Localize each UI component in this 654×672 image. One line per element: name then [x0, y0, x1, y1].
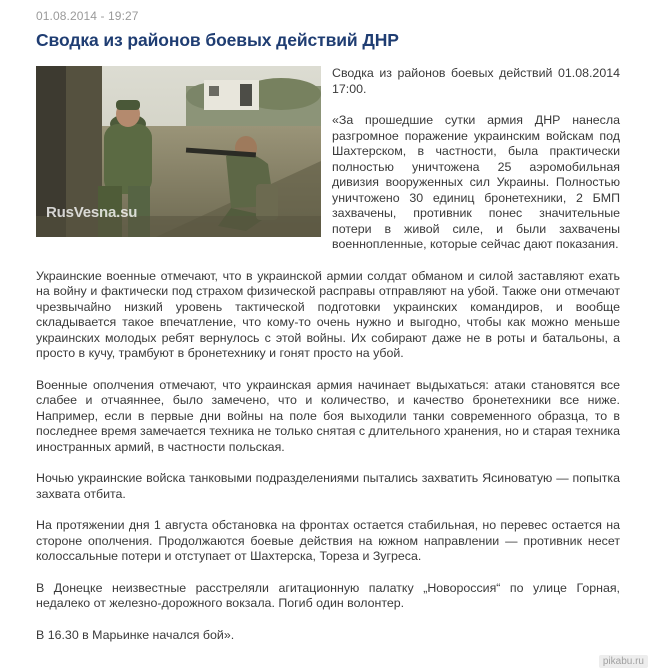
- photo-watermark: RusVesna.su: [46, 204, 138, 221]
- article-body: [36, 66, 620, 659]
- article-paragraph: Сводка из районов боевых действий 01.08.2014 17:00.: [332, 66, 620, 96]
- article-date: 01.08.2014 - 19:27: [36, 9, 139, 23]
- article-paragraph: На протяжении дня 1 августа обстановка на фронтах остается стабильная, но перевес остается на стороне ополчения. Продолжаются боевые действия на южном направлении — противник несет колоссальные потери и отступает от Шахтерска, Тореза и Зугреса.: [36, 518, 620, 563]
- article-title[interactable]: Сводка из районов боевых действий ДНР: [36, 30, 399, 50]
- photo-spacer: [36, 66, 332, 242]
- site-watermark: pikabu.ru: [599, 655, 648, 668]
- article-paragraph: Украинские военные отмечают, что в украинской армии солдат обманом и силой заставляют ехать на войну и фактически под страхом физической расправы отправляют на убой. Также они отмечают чрезвычайно низкий уровень тактической подготовки украинских командиров, и вообще складывается такое впечатление, что кому-то очень нужно и выгодно, чтобы как можно меньше украинских молодых ребят вернулось с этой войны. Их собирают даже не в роты и батальоны, а просто в кучу, трамбуют в бронетехнику и гонят просто на убой.: [36, 268, 620, 360]
- article-paragraph: В Донецке неизвестные расстреляли агитационную палатку „Новороссия“ по улице Горная, недалеко от железно-дорожного вокзала. Погиб один волонтер.: [36, 580, 620, 610]
- article-paragraph: В 16.30 в Марьинке начался бой».: [36, 627, 235, 642]
- article-paragraph: Ночью украинские войска танковыми подразделениями пытались захватить Ясиноватую — попытка захвата отбита.: [36, 471, 620, 501]
- article-paragraph: Военные ополчения отмечают, что украинская армия начинает выдыхаться: атаки становятся все слабее и отчаяннее, было замечено, что и количество, и качество бронетехники все ниже. Например, если в первые дни войны на поле боя выходили танки современного образца, то в последнее время замечается техника не только снятая с длительного хранения, но и старая техника иностранных армий, в частности польская.: [36, 377, 620, 454]
- article-paragraph: «За прошедшие сутки армия ДНР нанесла разгромное поражение украинским войскам под Шахтерском, в частности, была практически полностью уничтожена 25 аэромобильная дивизия вооруженных сил Украины. Полностью уничтожено 30 единиц бронетехники, 2 БМП захвачены, противник понес значительные потери в живой силе, и были захвачены военнопленные, которые сейчас дают показания.: [332, 113, 620, 251]
